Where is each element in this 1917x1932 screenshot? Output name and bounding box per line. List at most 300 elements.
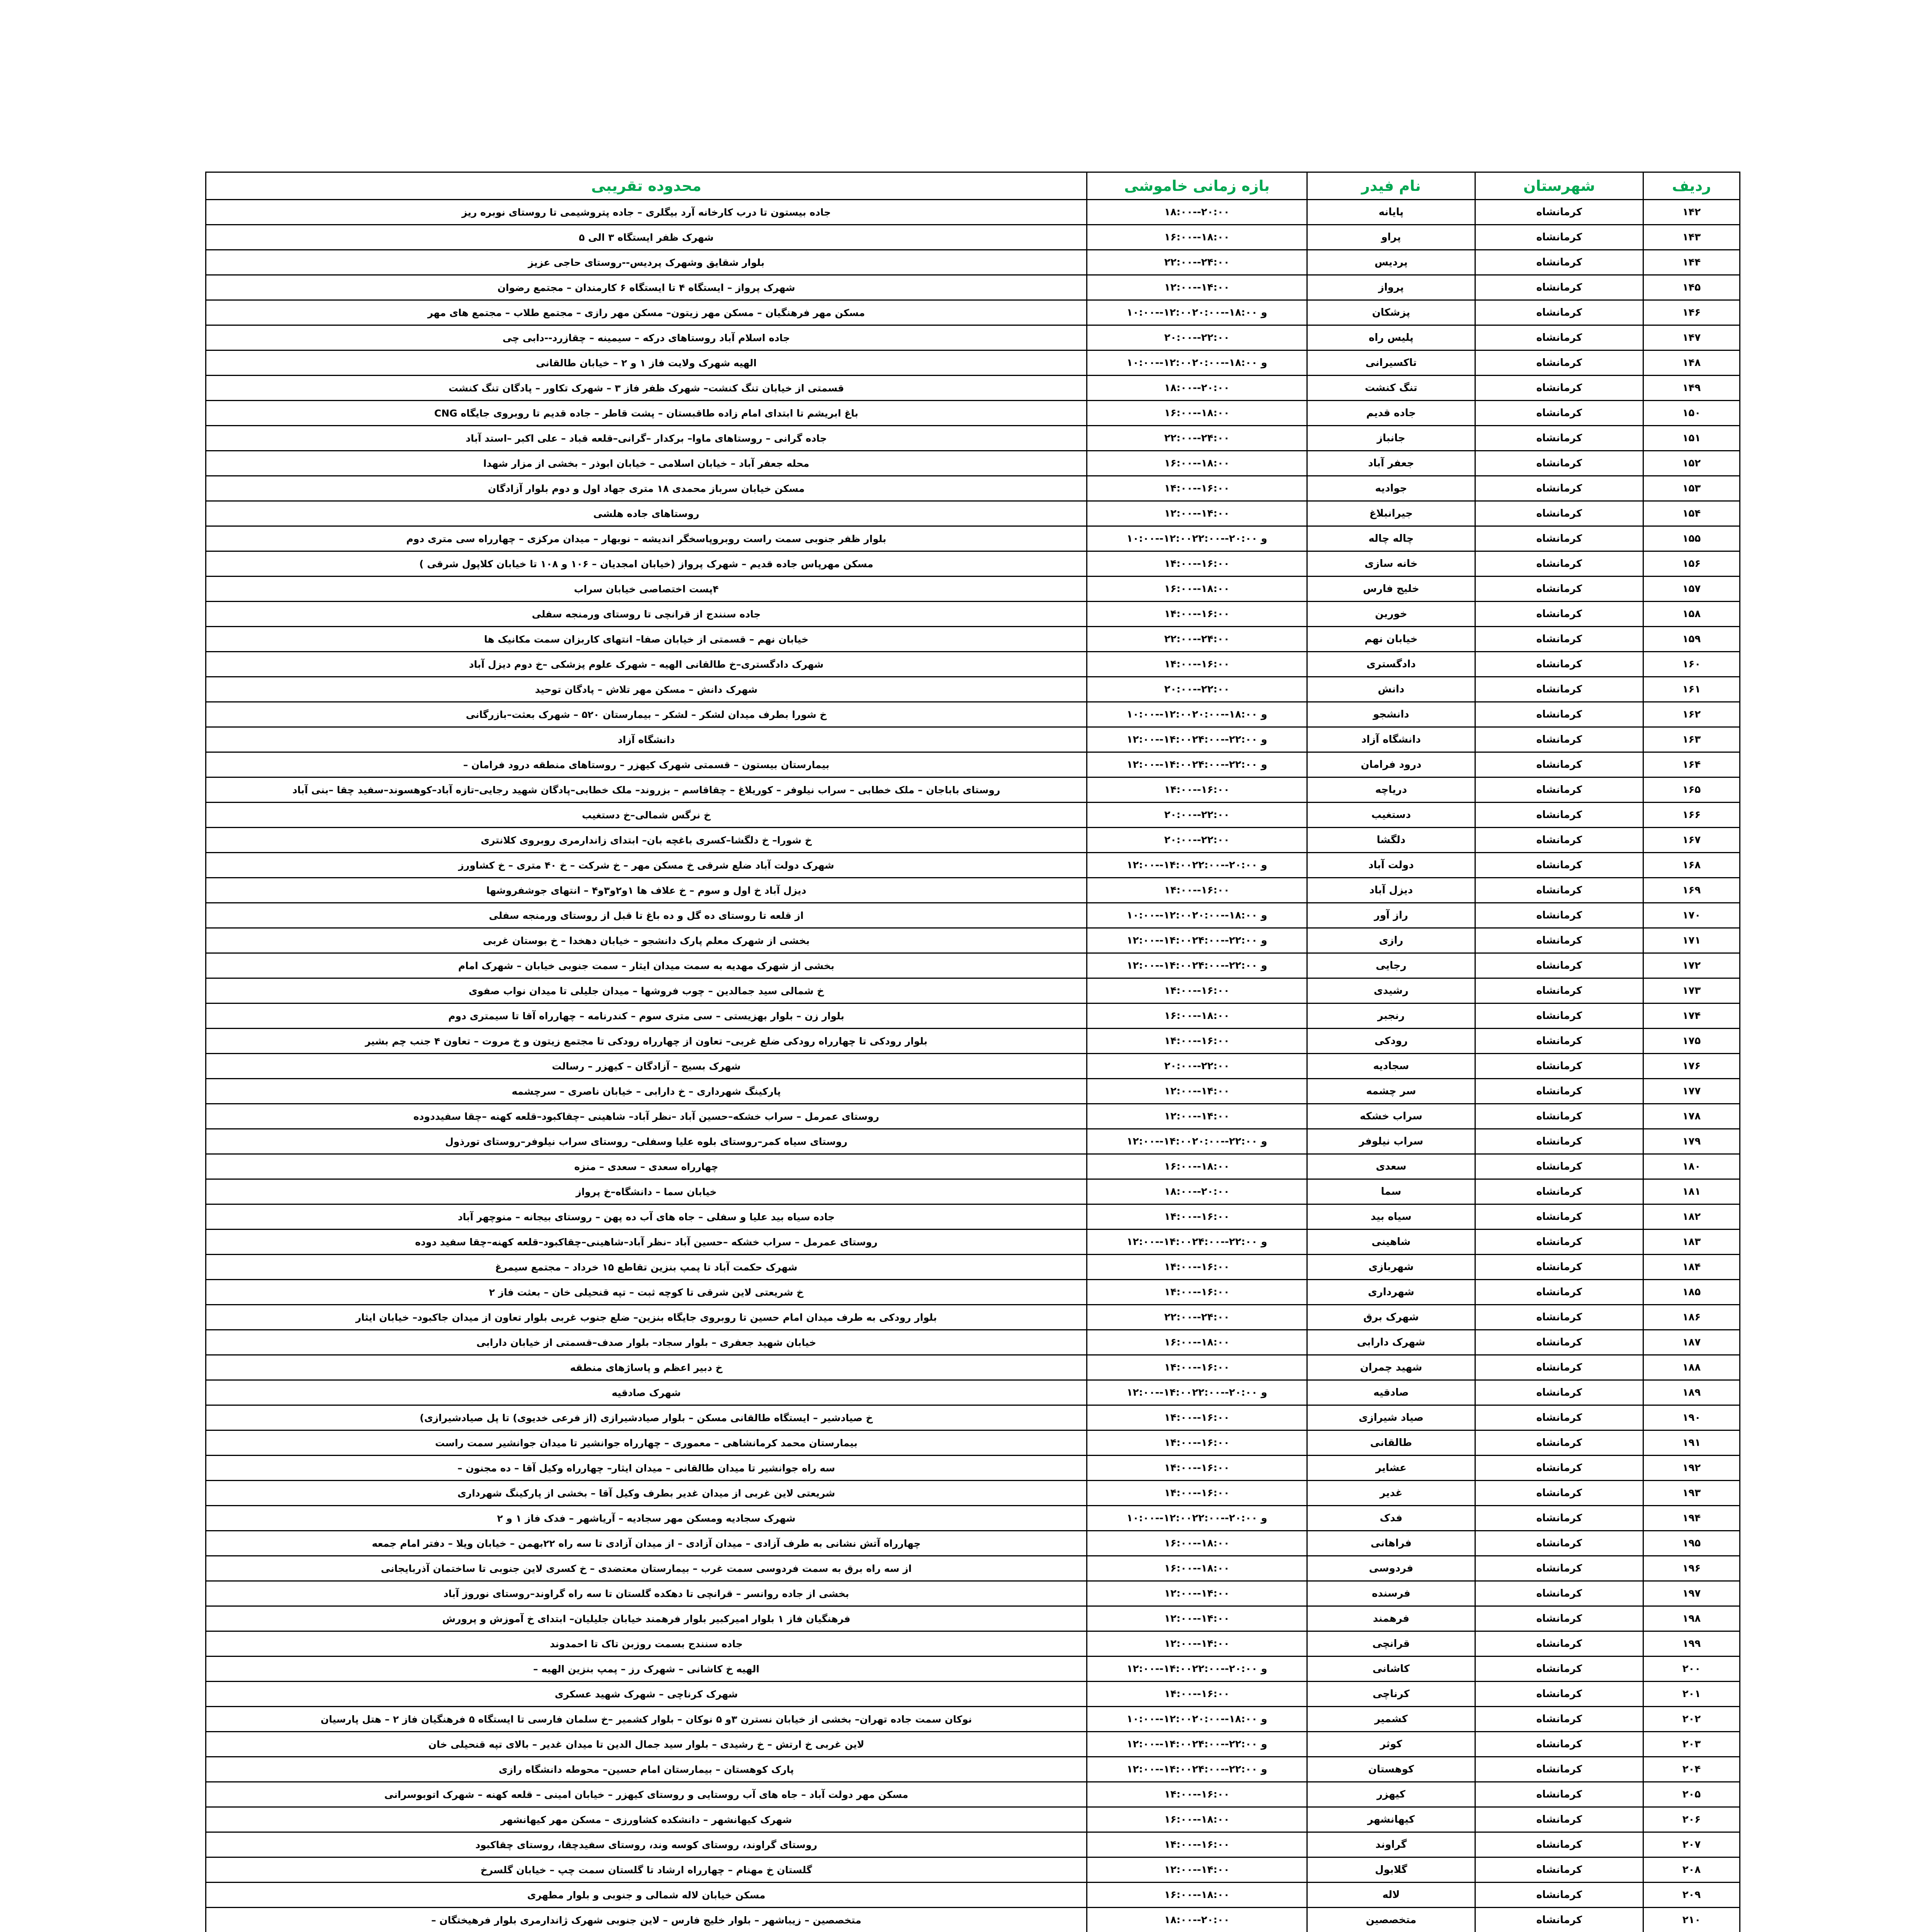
city-cell: کرمانشاه	[1475, 627, 1643, 652]
time-cell: ۱۲:۰۰--۱۴:۰۰و ۲۲:۰۰--۲۴:۰۰	[1087, 1230, 1307, 1255]
time-cell: ۲۰:۰۰--۲۲:۰۰	[1087, 1054, 1307, 1079]
area-cell: شهرک پرواز – ایستگاه ۴ تا ایستگاه ۶ کارمندان – مجتمع رضوان	[206, 275, 1087, 300]
time-cell: ۱۶:۰۰--۱۸:۰۰	[1087, 1556, 1307, 1581]
city-cell: کرمانشاه	[1475, 200, 1643, 225]
feeder-cell: سر چشمه	[1307, 1079, 1475, 1104]
area-cell: بخشی از شهرک مهدیه به سمت میدان ایثار – سمت جنوبی خیابان – شهرک امام	[206, 953, 1087, 978]
city-cell: کرمانشاه	[1475, 325, 1643, 350]
area-cell: روستاهای جاده هلشی	[206, 501, 1087, 526]
table-row	[206, 777, 1740, 803]
table-row	[206, 702, 1740, 727]
table-row	[206, 752, 1740, 777]
row-number-cell: ۲۰۲	[1643, 1707, 1740, 1732]
table-row	[206, 1355, 1740, 1380]
city-cell: کرمانشاه	[1475, 1029, 1643, 1054]
time-cell: ۱۴:۰۰--۱۶:۰۰	[1087, 1029, 1307, 1054]
row-number-cell: ۱۷۷	[1643, 1079, 1740, 1104]
row-number-cell: ۲۰۶	[1643, 1807, 1740, 1832]
time-cell: ۱۸:۰۰--۲۰:۰۰	[1087, 200, 1307, 225]
feeder-cell: لاله	[1307, 1883, 1475, 1908]
row-number-cell: ۱۸۸	[1643, 1355, 1740, 1380]
area-cell: خ شورا بطرف میدان لشکر – لشکر – بیمارستان ۵۲۰ – شهرک بعثت–بازرگانی	[206, 702, 1087, 727]
row-number-cell: ۱۸۱	[1643, 1179, 1740, 1204]
city-cell: کرمانشاه	[1475, 652, 1643, 677]
row-number-cell: ۱۷۶	[1643, 1054, 1740, 1079]
table-row	[206, 1456, 1740, 1481]
city-cell: کرمانشاه	[1475, 1606, 1643, 1631]
time-cell: ۱۲:۰۰--۱۴:۰۰و ۲۲:۰۰--۲۴:۰۰	[1087, 928, 1307, 953]
feeder-cell: پلیس راه	[1307, 325, 1475, 350]
row-number-cell: ۱۸۴	[1643, 1255, 1740, 1280]
table-row	[206, 1054, 1740, 1079]
area-cell: بیمارستان بیستون – قسمتی شهرک کیهزر – روستاهای منطقه درود فرامان –	[206, 752, 1087, 777]
feeder-cell: پردیس	[1307, 250, 1475, 275]
feeder-cell: خورین	[1307, 602, 1475, 627]
row-number-cell: ۲۰۸	[1643, 1857, 1740, 1883]
time-cell: ۱۴:۰۰--۱۶:۰۰	[1087, 1255, 1307, 1280]
row-number-cell: ۱۴۴	[1643, 250, 1740, 275]
area-cell: گلستان خ مهنام – چهارراه ارشاد تا گلستان سمت چپ – خیابان گلسرخ	[206, 1857, 1087, 1883]
area-cell: قسمتی از خیابان تنگ کنشت– شهرک ظفر فاز ۳ – شهرک تکاور – پادگان تنگ کنشت	[206, 376, 1087, 401]
row-number-cell: ۱۴۷	[1643, 325, 1740, 350]
area-cell: جاده سنندج بسمت روزبن تاک تا احمدوند	[206, 1631, 1087, 1656]
area-cell: بخشی از جاده روانسر – قرانچی تا دهکده گلستان تا سه راه گراوند–روستای نوروز آباد	[206, 1581, 1087, 1606]
city-cell: کرمانشاه	[1475, 1430, 1643, 1456]
row-number-cell: ۱۸۷	[1643, 1330, 1740, 1355]
time-cell: ۱۴:۰۰--۱۶:۰۰	[1087, 1682, 1307, 1707]
row-number-cell: ۱۶۲	[1643, 702, 1740, 727]
time-cell: ۱۲:۰۰--۱۴:۰۰و ۲۲:۰۰--۲۴:۰۰	[1087, 752, 1307, 777]
city-cell: کرمانشاه	[1475, 275, 1643, 300]
table-row	[206, 401, 1740, 426]
table-row	[206, 1079, 1740, 1104]
table-row	[206, 1757, 1740, 1782]
city-cell: کرمانشاه	[1475, 677, 1643, 702]
table-row	[206, 1430, 1740, 1456]
row-number-cell: ۱۵۶	[1643, 551, 1740, 577]
row-number-cell: ۱۹۱	[1643, 1430, 1740, 1456]
table-row	[206, 275, 1740, 300]
city-cell: کرمانشاه	[1475, 1330, 1643, 1355]
table-row	[206, 1606, 1740, 1631]
table-row	[206, 1556, 1740, 1581]
table-row	[206, 1531, 1740, 1556]
row-number-cell: ۱۸۳	[1643, 1230, 1740, 1255]
time-cell: ۱۴:۰۰--۱۶:۰۰	[1087, 1280, 1307, 1305]
shutdown-table	[205, 172, 1740, 1932]
table-row	[206, 677, 1740, 702]
city-cell: کرمانشاه	[1475, 1556, 1643, 1581]
area-cell: روستای عمرمل – سراب خشکه–حسین آباد –نظر آباد– شاهینی –چقاکبود–قلعه کهنه –چقا سفیددوده	[206, 1104, 1087, 1129]
city-cell: کرمانشاه	[1475, 1305, 1643, 1330]
city-cell: کرمانشاه	[1475, 727, 1643, 752]
row-number-cell: ۱۷۴	[1643, 1003, 1740, 1029]
row-number-cell: ۱۴۳	[1643, 225, 1740, 250]
row-number-cell: ۱۵۴	[1643, 501, 1740, 526]
area-cell: بخشی از شهرک معلم پارک دانشجو – خیابان دهخدا – خ بوستان غربی	[206, 928, 1087, 953]
area-cell: جاده سنندج از قرانچی تا روستای ورمنجه سفلی	[206, 602, 1087, 627]
table-row	[206, 250, 1740, 275]
time-cell: ۱۴:۰۰--۱۶:۰۰	[1087, 652, 1307, 677]
feeder-cell: کرناچی	[1307, 1682, 1475, 1707]
area-cell: پارک کوهستان – بیمارستان امام حسین– محوطه دانشگاه رازی	[206, 1757, 1087, 1782]
time-cell: ۱۴:۰۰--۱۶:۰۰	[1087, 476, 1307, 501]
area-cell: شهرک حکمت آباد تا پمپ بنزین تقاطع ۱۵ خرداد – مجتمع سیمرغ	[206, 1255, 1087, 1280]
row-number-cell: ۱۶۸	[1643, 853, 1740, 878]
feeder-cell: سعدی	[1307, 1154, 1475, 1179]
time-cell: ۱۰:۰۰--۱۲:۰۰و ۲۰:۰۰--۲۲:۰۰	[1087, 1506, 1307, 1531]
time-cell: ۱۶:۰۰--۱۸:۰۰	[1087, 451, 1307, 476]
feeder-cell: کشمیر	[1307, 1707, 1475, 1732]
city-cell: کرمانشاه	[1475, 1355, 1643, 1380]
area-cell: پارکینگ شهرداری – خ دارابی – خیابان ناصری – سرچشمه	[206, 1079, 1087, 1104]
feeder-cell: جوادیه	[1307, 476, 1475, 501]
feeder-cell: خانه سازی	[1307, 551, 1475, 577]
time-cell: ۱۲:۰۰--۱۴:۰۰	[1087, 1606, 1307, 1631]
row-number-cell: ۱۴۵	[1643, 275, 1740, 300]
time-cell: ۱۸:۰۰--۲۰:۰۰	[1087, 376, 1307, 401]
city-cell: کرمانشاه	[1475, 501, 1643, 526]
table-row	[206, 978, 1740, 1003]
row-number-cell: ۱۹۷	[1643, 1581, 1740, 1606]
area-cell: فرهنگیان فاز ۱ بلوار امیرکبیر بلوار فرهمند خیابان جلیلیان– ابتدای خ آموزش و پرورش	[206, 1606, 1087, 1631]
table-row	[206, 727, 1740, 752]
feeder-cell: صادقیه	[1307, 1380, 1475, 1405]
area-cell: لاین غربی خ ارتش – خ رشیدی – بلوار سید جمال الدین تا میدان غدیر – بالای تپه قنحیلی خان	[206, 1732, 1087, 1757]
time-cell: ۱۶:۰۰--۱۸:۰۰	[1087, 401, 1307, 426]
feeder-cell: دریاچه	[1307, 777, 1475, 803]
city-cell: کرمانشاه	[1475, 1054, 1643, 1079]
area-cell: شهرک دادگستری–خ طالقانی الهیه – شهرک علوم پزشکی –خ دوم دیزل آباد	[206, 652, 1087, 677]
city-cell: کرمانشاه	[1475, 1908, 1643, 1932]
area-cell: دانشگاه آزاد	[206, 727, 1087, 752]
feeder-cell: فدک	[1307, 1506, 1475, 1531]
feeder-cell: رشیدی	[1307, 978, 1475, 1003]
time-cell: ۱۶:۰۰--۱۸:۰۰	[1087, 225, 1307, 250]
feeder-cell: گراوند	[1307, 1832, 1475, 1857]
feeder-cell: پایانه	[1307, 200, 1475, 225]
table-row	[206, 1782, 1740, 1807]
feeder-cell: متخصصین	[1307, 1908, 1475, 1932]
area-cell: شهرک کیهانشهر – دانشکده کشاورزی – مسکن مهر کیهانشهر	[206, 1807, 1087, 1832]
city-cell: کرمانشاه	[1475, 526, 1643, 551]
table-row	[206, 928, 1740, 953]
time-cell: ۲۰:۰۰--۲۲:۰۰	[1087, 677, 1307, 702]
feeder-cell: غدیر	[1307, 1481, 1475, 1506]
city-cell: کرمانشاه	[1475, 250, 1643, 275]
area-cell: جاده اسلام آباد روستاهای درکه – سیمینه – چقازرد--دابی چی	[206, 325, 1087, 350]
time-cell: ۱۶:۰۰--۱۸:۰۰	[1087, 1330, 1307, 1355]
row-number-cell: ۱۹۰	[1643, 1405, 1740, 1430]
time-cell: ۱۰:۰۰--۱۲:۰۰و ۱۸:۰۰--۲۰:۰۰	[1087, 702, 1307, 727]
time-cell: ۱۲:۰۰--۱۴:۰۰	[1087, 1104, 1307, 1129]
feeder-cell: کیهانشهر	[1307, 1807, 1475, 1832]
table-row	[206, 1857, 1740, 1883]
city-cell: کرمانشاه	[1475, 1456, 1643, 1481]
time-cell: ۱۴:۰۰--۱۶:۰۰	[1087, 551, 1307, 577]
feeder-cell: جیرانبلاغ	[1307, 501, 1475, 526]
table-row	[206, 1003, 1740, 1029]
time-cell: ۲۲:۰۰--۲۴:۰۰	[1087, 250, 1307, 275]
city-cell: کرمانشاه	[1475, 1405, 1643, 1430]
feeder-cell: رجایی	[1307, 953, 1475, 978]
row-number-cell: ۱۷۵	[1643, 1029, 1740, 1054]
feeder-cell: پرواز	[1307, 275, 1475, 300]
feeder-cell: فرسنده	[1307, 1581, 1475, 1606]
row-number-cell: ۲۰۳	[1643, 1732, 1740, 1757]
table-row	[206, 1029, 1740, 1054]
city-cell: کرمانشاه	[1475, 853, 1643, 878]
feeder-cell: سجادیه	[1307, 1054, 1475, 1079]
row-number-cell: ۱۴۸	[1643, 350, 1740, 376]
row-number-cell: ۱۸۶	[1643, 1305, 1740, 1330]
feeder-cell: سراب خشکه	[1307, 1104, 1475, 1129]
feeder-cell: شهرک دارابی	[1307, 1330, 1475, 1355]
table-row	[206, 577, 1740, 602]
area-cell: بیمارستان محمد کرمانشاهی – معموری – چهارراه جوانشیر تا میدان جوانشیر سمت راست	[206, 1430, 1087, 1456]
time-cell: ۱۴:۰۰--۱۶:۰۰	[1087, 1456, 1307, 1481]
feeder-cell: فردوسی	[1307, 1556, 1475, 1581]
city-cell: کرمانشاه	[1475, 1883, 1643, 1908]
row-number-cell: ۱۹۲	[1643, 1456, 1740, 1481]
time-cell: ۲۰:۰۰--۲۲:۰۰	[1087, 828, 1307, 853]
city-cell: کرمانشاه	[1475, 1129, 1643, 1154]
time-cell: ۱۶:۰۰--۱۸:۰۰	[1087, 577, 1307, 602]
city-cell: کرمانشاه	[1475, 401, 1643, 426]
time-cell: ۱۴:۰۰--۱۶:۰۰	[1087, 978, 1307, 1003]
area-cell: بلوار رودکی تا چهارراه رودکی ضلع غربی– تعاون از چهارراه رودکی تا مجتمع زیتون و خ مروت – تعاون ۴ جنب چم بشیر	[206, 1029, 1087, 1054]
city-cell: کرمانشاه	[1475, 1857, 1643, 1883]
feeder-cell: شهید چمران	[1307, 1355, 1475, 1380]
city-cell: کرمانشاه	[1475, 300, 1643, 325]
feeder-cell: جانباز	[1307, 426, 1475, 451]
table-row	[206, 1631, 1740, 1656]
table-row	[206, 300, 1740, 325]
area-cell: جاده سیاه بید علیا و سفلی – جاه های آب ده پهن – روستای بیجانه – منوچهر آباد	[206, 1204, 1087, 1230]
area-cell: خیابان شهید جعفری – بلوار سجاد– بلوار صدف–قسمتی از خیابان دارابی	[206, 1330, 1087, 1355]
time-cell: ۱۴:۰۰--۱۶:۰۰	[1087, 1355, 1307, 1380]
row-number-cell: ۲۰۷	[1643, 1832, 1740, 1857]
table-row	[206, 1682, 1740, 1707]
feeder-cell: پراو	[1307, 225, 1475, 250]
row-number-cell: ۲۰۰	[1643, 1656, 1740, 1682]
city-cell: کرمانشاه	[1475, 1003, 1643, 1029]
area-cell: الهیه شهرک ولایت فاز ۱ و ۲ – خیابان طالقانی	[206, 350, 1087, 376]
area-cell: خ نرگس شمالی–خ دستغیب	[206, 803, 1087, 828]
time-cell: ۱۸:۰۰--۲۰:۰۰	[1087, 1179, 1307, 1204]
area-cell: جاده بیستون تا درب کارخانه آرد بیگلری – جاده پتروشیمی تا روستای نوبره ریز	[206, 200, 1087, 225]
row-number-cell: ۱۴۲	[1643, 200, 1740, 225]
table-row	[206, 1330, 1740, 1355]
table-row	[206, 1104, 1740, 1129]
area-cell: مسکن مهرپاس جاده قدیم – شهرک پرواز (خیابان امجدیان – ۱۰۶ و ۱۰۸ تا خیابان کلاپول شرقی )	[206, 551, 1087, 577]
feeder-cell: کیهزر	[1307, 1782, 1475, 1807]
table-header-row	[206, 172, 1740, 200]
city-cell: کرمانشاه	[1475, 1707, 1643, 1732]
area-cell: بلوار زن – بلوار بهزیستی – سی متری سوم – کندرنامه – چهارراه آقا تا سیمتری دوم	[206, 1003, 1087, 1029]
area-cell: خ شمالی سید جمالدین – چوب فروشها – میدان جلیلی تا میدان نواب صفوی	[206, 978, 1087, 1003]
area-cell: بلوار ظفر جنوبی سمت راست روبروپاسخگر اندیشه – نوبهار – میدان مرکزی – چهارراه سی متری دوم	[206, 526, 1087, 551]
feeder-cell: دولت آباد	[1307, 853, 1475, 878]
area-cell: روستای عمرمل – سراب خشکه –حسین آباد –نظر آباد–شاهینی–چقاکبود–قلعه کهنه–چقا سفید دوده	[206, 1230, 1087, 1255]
feeder-cell: جاده قدیم	[1307, 401, 1475, 426]
feeder-cell: کوهستان	[1307, 1757, 1475, 1782]
feeder-cell: دلگشا	[1307, 828, 1475, 853]
area-cell: محله جعفر آباد – خیابان اسلامی – خیابان ابوذر – بخشی از مزار شهدا	[206, 451, 1087, 476]
feeder-cell: سما	[1307, 1179, 1475, 1204]
row-number-cell: ۱۵۲	[1643, 451, 1740, 476]
feeder-cell: شهرک برق	[1307, 1305, 1475, 1330]
area-cell: متخصصین – زیباشهر – بلوار خلیج فارس – لاین جنوبی شهرک ژاندارمری بلوار فرهیختگان –	[206, 1908, 1087, 1932]
time-cell: ۱۶:۰۰--۱۸:۰۰	[1087, 1154, 1307, 1179]
city-cell: کرمانشاه	[1475, 878, 1643, 903]
feeder-cell: چاله چاله	[1307, 526, 1475, 551]
time-cell: ۲۲:۰۰--۲۴:۰۰	[1087, 1305, 1307, 1330]
area-cell: از سه راه برق به سمت فردوسی سمت غرب – بیمارستان معتضدی – خ کسری لاین جنوبی تا ساختمان آذربایجانی	[206, 1556, 1087, 1581]
table-row	[206, 602, 1740, 627]
row-number-cell: ۲۰۹	[1643, 1883, 1740, 1908]
city-cell: کرمانشاه	[1475, 803, 1643, 828]
table-row	[206, 325, 1740, 350]
city-cell: کرمانشاه	[1475, 777, 1643, 803]
time-cell: ۱۶:۰۰--۱۸:۰۰	[1087, 1531, 1307, 1556]
table-row	[206, 1481, 1740, 1506]
city-cell: کرمانشاه	[1475, 1481, 1643, 1506]
row-number-cell: ۱۵۳	[1643, 476, 1740, 501]
row-number-cell: ۱۵۱	[1643, 426, 1740, 451]
time-cell: ۱۴:۰۰--۱۶:۰۰	[1087, 1832, 1307, 1857]
table-row	[206, 1154, 1740, 1179]
table-row	[206, 1807, 1740, 1832]
time-cell: ۱۲:۰۰--۱۴:۰۰و ۲۲:۰۰--۲۴:۰۰	[1087, 1732, 1307, 1757]
table-row	[206, 853, 1740, 878]
city-cell: کرمانشاه	[1475, 1581, 1643, 1606]
feeder-cell: دانشجو	[1307, 702, 1475, 727]
city-cell: کرمانشاه	[1475, 1732, 1643, 1757]
row-number-cell: ۱۴۶	[1643, 300, 1740, 325]
time-cell: ۱۲:۰۰--۱۴:۰۰و ۲۰:۰۰--۲۲:۰۰	[1087, 1656, 1307, 1682]
row-number-cell: ۱۹۳	[1643, 1481, 1740, 1506]
row-number-cell: ۲۰۵	[1643, 1782, 1740, 1807]
city-cell: کرمانشاه	[1475, 903, 1643, 928]
area-cell: خ دبیر اعظم و پاساژهای منطقه	[206, 1355, 1087, 1380]
area-cell: خیابان نهم – قسمتی از خیابان صفا– انتهای کاربزان سمت مکانیک ها	[206, 627, 1087, 652]
feeder-cell: دانشگاه آزاد	[1307, 727, 1475, 752]
area-cell: سه راه جوانشیر تا میدان طالقانی – میدان ایثار– چهارراه وکیل آقا – ده مجنون –	[206, 1456, 1087, 1481]
area-cell: شهرک کرناچی – شهرک شهید عسکری	[206, 1682, 1087, 1707]
area-cell: روستای گراوند، روستای کوسه وند، روستای سفیدچقا، روستای چقاکبود	[206, 1832, 1087, 1857]
row-number-cell: ۱۸۰	[1643, 1154, 1740, 1179]
time-cell: ۱۶:۰۰--۱۸:۰۰	[1087, 1807, 1307, 1832]
table-row	[206, 1506, 1740, 1531]
table-row	[206, 1255, 1740, 1280]
city-cell: کرمانشاه	[1475, 828, 1643, 853]
city-cell: کرمانشاه	[1475, 1204, 1643, 1230]
row-number-cell: ۲۰۱	[1643, 1682, 1740, 1707]
table-row	[206, 501, 1740, 526]
city-cell: کرمانشاه	[1475, 1807, 1643, 1832]
row-number-cell: ۱۷۹	[1643, 1129, 1740, 1154]
feeder-cell: دادگستری	[1307, 652, 1475, 677]
table-row	[206, 1832, 1740, 1857]
city-cell: کرمانشاه	[1475, 602, 1643, 627]
feeder-cell: پزشکان	[1307, 300, 1475, 325]
time-cell: ۱۰:۰۰--۱۲:۰۰و ۱۸:۰۰--۲۰:۰۰	[1087, 903, 1307, 928]
area-cell: شهرک دانش – مسکن مهر تلاش – پادگان توحید	[206, 677, 1087, 702]
row-number-cell: ۱۶۷	[1643, 828, 1740, 853]
time-cell: ۱۴:۰۰--۱۶:۰۰	[1087, 777, 1307, 803]
city-cell: کرمانشاه	[1475, 1280, 1643, 1305]
table-row	[206, 376, 1740, 401]
city-cell: کرمانشاه	[1475, 1255, 1643, 1280]
area-cell: مسکن خیابان لاله شمالی و جنوبی و بلوار مطهری	[206, 1883, 1087, 1908]
feeder-cell: صیاد شیرازی	[1307, 1405, 1475, 1430]
city-cell: کرمانشاه	[1475, 376, 1643, 401]
table-row	[206, 878, 1740, 903]
header-row-number: ردیف	[1643, 172, 1740, 200]
row-number-cell: ۲۱۰	[1643, 1908, 1740, 1932]
feeder-cell: سراب نیلوفر	[1307, 1129, 1475, 1154]
time-cell: ۱۴:۰۰--۱۶:۰۰	[1087, 1204, 1307, 1230]
feeder-cell: راز آور	[1307, 903, 1475, 928]
row-number-cell: ۱۸۵	[1643, 1280, 1740, 1305]
time-cell: ۱۴:۰۰--۱۶:۰۰	[1087, 878, 1307, 903]
area-cell: مسکن خیابان سرباز محمدی ۱۸ متری جهاد اول و دوم بلوار آزادگان	[206, 476, 1087, 501]
table-row	[206, 1581, 1740, 1606]
city-cell: کرمانشاه	[1475, 1832, 1643, 1857]
row-number-cell: ۱۷۱	[1643, 928, 1740, 953]
row-number-cell: ۱۹۹	[1643, 1631, 1740, 1656]
table-row	[206, 627, 1740, 652]
table-row	[206, 903, 1740, 928]
time-cell: ۱۲:۰۰--۱۴:۰۰	[1087, 1631, 1307, 1656]
feeder-cell: رنجبر	[1307, 1003, 1475, 1029]
feeder-cell: درود فرامان	[1307, 752, 1475, 777]
feeder-cell: تاکسیرانی	[1307, 350, 1475, 376]
table-row	[206, 953, 1740, 978]
area-cell: روستای سیاه کمر–روستای بلوه علیا وسفلی– روستای سراب نیلوفر–روستای تورذول	[206, 1129, 1087, 1154]
time-cell: ۱۴:۰۰--۱۶:۰۰	[1087, 602, 1307, 627]
row-number-cell: ۱۵۹	[1643, 627, 1740, 652]
table-row	[206, 200, 1740, 225]
feeder-cell: قرانچی	[1307, 1631, 1475, 1656]
city-cell: کرمانشاه	[1475, 1531, 1643, 1556]
table-row	[206, 1305, 1740, 1330]
row-number-cell: ۱۹۵	[1643, 1531, 1740, 1556]
time-cell: ۱۲:۰۰--۱۴:۰۰و ۲۲:۰۰--۲۴:۰۰	[1087, 1757, 1307, 1782]
area-cell: جاده گرانی – روستاهای ماوا– برکدار –گرانی–قلعه قباد – علی اکبر –استد آباد	[206, 426, 1087, 451]
city-cell: کرمانشاه	[1475, 451, 1643, 476]
area-cell: ۴پست اختصاصی خیابان سراب	[206, 577, 1087, 602]
table-row	[206, 1883, 1740, 1908]
city-cell: کرمانشاه	[1475, 1656, 1643, 1682]
table-row	[206, 350, 1740, 376]
table-row	[206, 451, 1740, 476]
row-number-cell: ۱۸۹	[1643, 1380, 1740, 1405]
row-number-cell: ۱۶۰	[1643, 652, 1740, 677]
feeder-cell: شهربازی	[1307, 1255, 1475, 1280]
area-cell: خ شریعتی لاین شرقی تا کوچه ثبت – تپه قنحیلی خان – بعثت فاز ۲	[206, 1280, 1087, 1305]
city-cell: کرمانشاه	[1475, 1154, 1643, 1179]
feeder-cell: گلابول	[1307, 1857, 1475, 1883]
area-cell: چهارراه آتش نشانی به طرف آزادی – میدان آزادی – از میدان آزادی تا سه راه ۲۲بهمن – خیابان ویلا – دفتر امام جمعه	[206, 1531, 1087, 1556]
area-cell: دیزل آباد خ اول و سوم – خ علاف ها ۱و۲و۳و۴ – انتهای جوشفروشها	[206, 878, 1087, 903]
table-row	[206, 1204, 1740, 1230]
header-city: شهرستان	[1475, 172, 1643, 200]
area-cell: نوکان سمت جاده تهران– بخشی از خیابان نسترن ۳و ۵ نوکان – بلوار کشمیر –خ سلمان فارسی تا ایستگاه ۵ فرهنگیان فاز ۲ – هتل پارسیان	[206, 1707, 1087, 1732]
time-cell: ۱۲:۰۰--۱۴:۰۰و ۲۰:۰۰--۲۲:۰۰	[1087, 1380, 1307, 1405]
table-row	[206, 1280, 1740, 1305]
